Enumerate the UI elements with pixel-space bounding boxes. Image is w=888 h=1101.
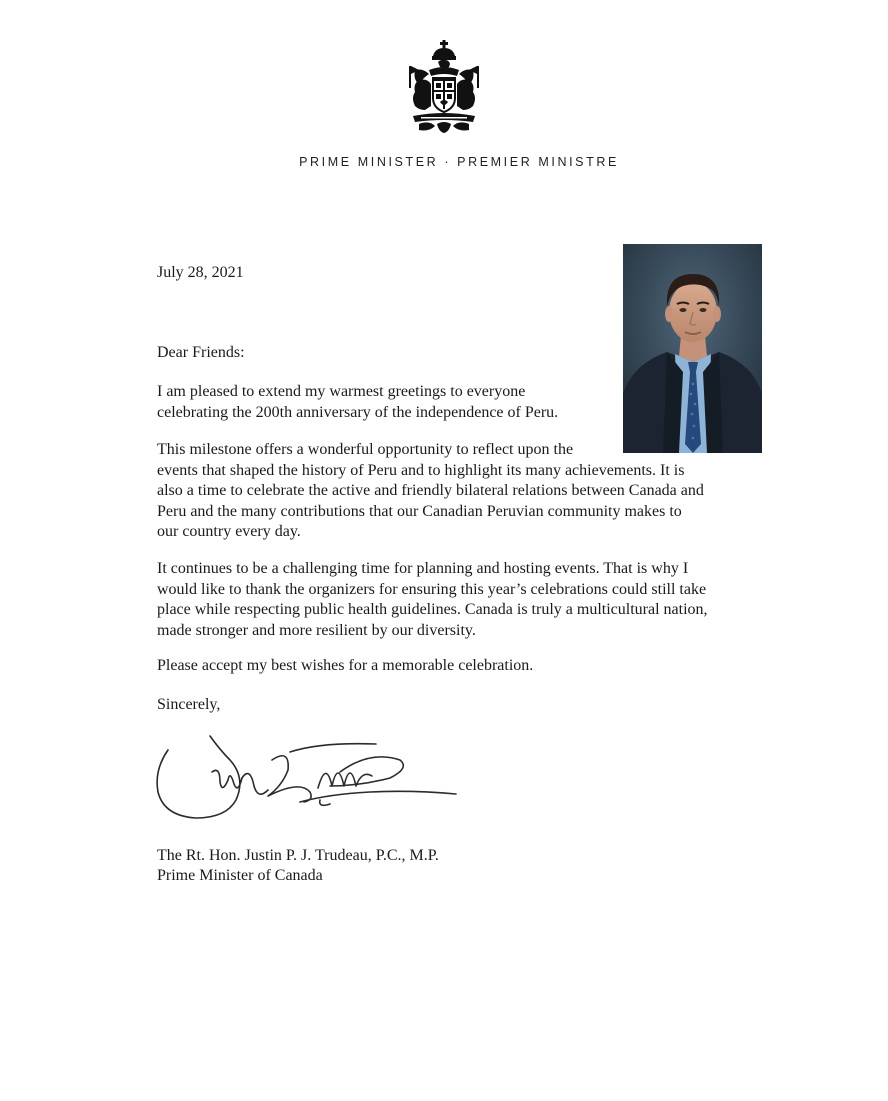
paragraph-line: place while respecting public health guidelines. Canada is truly a multicultural nation, (157, 601, 708, 618)
signatory-title: Prime Minister of Canada (157, 867, 323, 884)
coat-of-arms-icon (405, 40, 483, 134)
salutation: Dear Friends: (157, 344, 245, 361)
paragraph-line: This milestone offers a wonderful opportunity to reflect upon the (157, 441, 574, 458)
portrait-photo (623, 244, 762, 453)
paragraph-line: our country every day. (157, 523, 301, 540)
signatory-name: The Rt. Hon. Justin P. J. Trudeau, P.C., M.P. (157, 847, 439, 864)
handwritten-signature (150, 730, 465, 830)
paragraph-line: made stronger and more resilient by our diversity. (157, 621, 476, 639)
closing: Sincerely, (157, 696, 221, 713)
paragraph-line: would like to thank the organizers for ensuring this year’s celebrations could still take (157, 580, 707, 598)
paragraph-thanks (157, 559, 708, 641)
office-title: PRIME MINISTER · PREMIER MINISTRE (299, 155, 619, 169)
paragraph-line: I am pleased to extend my warmest greetings to everyone (157, 383, 526, 400)
paragraph-line: Peru and the many contributions that our Canadian Peruvian community makes to (157, 502, 682, 520)
paragraph-line: also a time to celebrate the active and friendly bilateral relations between Canada and (157, 482, 704, 499)
paragraph-line: celebrating the 200th anniversary of the independence of Peru. (157, 403, 559, 421)
paragraph-line: events that shaped the history of Peru and to highlight its many achievements. It is (157, 461, 685, 479)
paragraph-greeting (157, 382, 558, 423)
letter-date: July 28, 2021 (157, 264, 244, 281)
paragraph-milestone (157, 440, 704, 543)
paragraph-wishes: Please accept my best wishes for a memorable celebration. (157, 657, 534, 674)
paragraph-line: It continues to be a challenging time for planning and hosting events. That is why I (157, 560, 689, 577)
